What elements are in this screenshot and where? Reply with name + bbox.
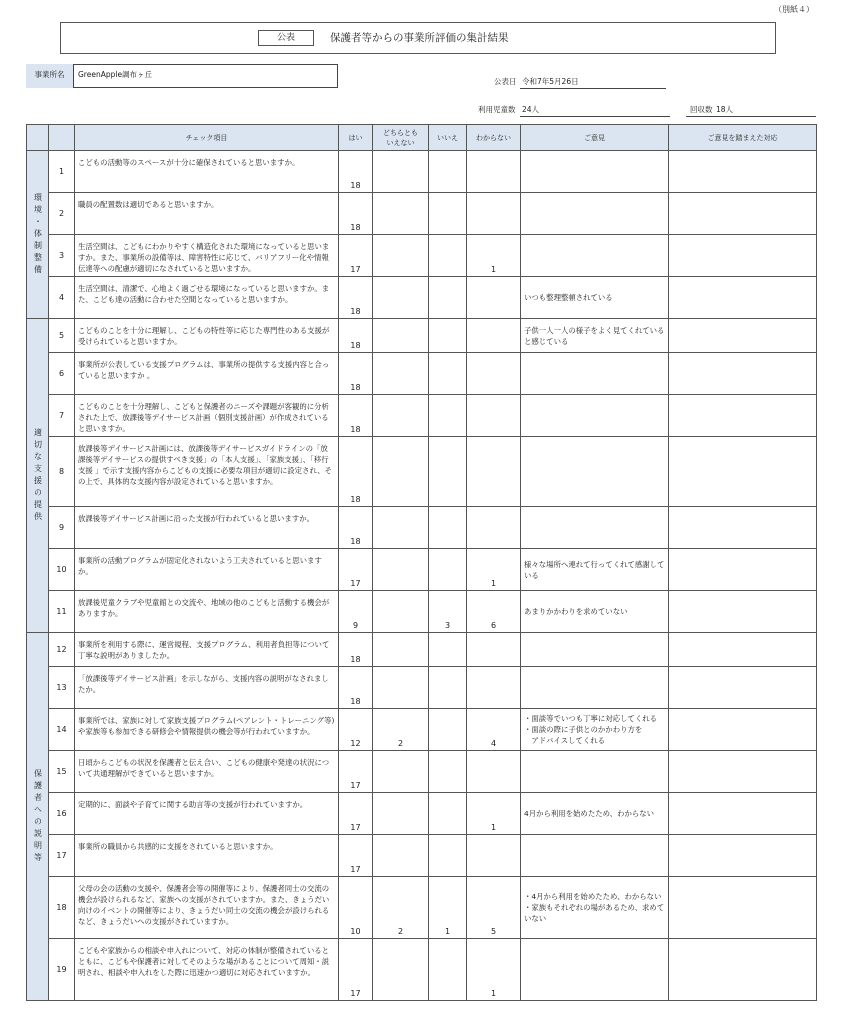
answer-neither bbox=[373, 939, 429, 1001]
table-row bbox=[27, 939, 817, 1001]
answer-yes: 18 bbox=[339, 193, 373, 235]
opinion-text bbox=[521, 395, 669, 437]
row-number: 7 bbox=[49, 395, 75, 437]
header-category bbox=[27, 125, 49, 151]
table-row bbox=[27, 193, 817, 235]
answer-yes: 18 bbox=[339, 507, 373, 549]
answer-unknown: 1 bbox=[467, 939, 521, 1001]
question-text: 事業所では、家族に対して家族支援プログラム(ペアレント・トレーニング等)や家族等も参加できる研修会や情報提供の機会等が行われていますか。 bbox=[75, 709, 339, 751]
answer-yes: 18 bbox=[339, 437, 373, 507]
row-number: 19 bbox=[49, 939, 75, 1001]
opinion-text: 様々な場所へ連れて行ってくれて感謝している bbox=[521, 549, 669, 591]
table-row bbox=[27, 549, 817, 591]
row-number: 16 bbox=[49, 793, 75, 835]
question-text: 事業所の職員から共感的に支援をされていると思いますか。 bbox=[75, 835, 339, 877]
answer-unknown bbox=[467, 835, 521, 877]
row-number: 8 bbox=[49, 437, 75, 507]
table-header-row bbox=[27, 125, 817, 151]
header-unknown: わからない bbox=[467, 125, 521, 151]
row-number: 15 bbox=[49, 751, 75, 793]
opinion-text bbox=[521, 835, 669, 877]
evaluation-table bbox=[26, 124, 817, 1001]
response-text bbox=[669, 591, 817, 633]
answer-yes: 18 bbox=[339, 667, 373, 709]
table-row bbox=[27, 591, 817, 633]
answer-yes: 12 bbox=[339, 709, 373, 751]
answer-unknown bbox=[467, 437, 521, 507]
users-count: 24人 bbox=[522, 105, 540, 114]
row-number: 13 bbox=[49, 667, 75, 709]
opinion-text bbox=[521, 353, 669, 395]
response-text bbox=[669, 939, 817, 1001]
table-row bbox=[27, 319, 817, 353]
opinion-text bbox=[521, 235, 669, 277]
answer-unknown: 1 bbox=[467, 235, 521, 277]
row-number: 14 bbox=[49, 709, 75, 751]
answer-unknown bbox=[467, 667, 521, 709]
response-text bbox=[669, 709, 817, 751]
answer-no bbox=[429, 151, 467, 193]
answer-no: 3 bbox=[429, 591, 467, 633]
opinion-text bbox=[521, 151, 669, 193]
answer-unknown: 1 bbox=[467, 549, 521, 591]
row-number: 5 bbox=[49, 319, 75, 353]
opinion-text bbox=[521, 633, 669, 667]
question-text: 生活空間は、清潔で、心地よく過ごせる環境になっていると思いますか。また、こども達の活動に合わせた空間となっていると思いますか。 bbox=[75, 277, 339, 319]
category-cell: 適切な支援の提供 bbox=[27, 319, 49, 633]
publish-date-label: 公表日 bbox=[494, 77, 517, 86]
table-row bbox=[27, 437, 817, 507]
answer-no bbox=[429, 507, 467, 549]
response-text bbox=[669, 319, 817, 353]
response-text bbox=[669, 235, 817, 277]
answer-no bbox=[429, 353, 467, 395]
table-row bbox=[27, 667, 817, 709]
question-text: 放課後等デイサービス計画には、放課後等デイサービスガイドラインの「放課後等デイサービスの提供すべき支援」の「本人支援」、「家族支援」、「移行支援 」で示す支援内容からこどもの支援に必要な項目が適切に設定され、その上で、具体的な支援内容が設定されていると思いますか。 bbox=[75, 437, 339, 507]
answer-unknown bbox=[467, 507, 521, 549]
response-text bbox=[669, 437, 817, 507]
answer-no bbox=[429, 667, 467, 709]
opinion-text bbox=[521, 667, 669, 709]
answer-neither bbox=[373, 549, 429, 591]
answer-neither bbox=[373, 151, 429, 193]
category-cell: 保護者への説明等 bbox=[27, 633, 49, 1001]
answer-no bbox=[429, 709, 467, 751]
question-text: 父母の会の活動の支援や、保護者会等の開催等により、保護者同士の交流の機会が設けられるなど、家族への支援がされていますか。また、きょうだい向けのイベントの開催等により、きょうだい同士の交流の機会が設けられるなど、きょうだいへの支援がされていますか。 bbox=[75, 877, 339, 939]
answer-unknown: 5 bbox=[467, 877, 521, 939]
header-neither-line1: どちらとも bbox=[383, 128, 418, 137]
question-text: 事業所の活動プログラムが固定化されないよう工夫されていると思いますか。 bbox=[75, 549, 339, 591]
table-row bbox=[27, 709, 817, 751]
table-row bbox=[27, 633, 817, 667]
answer-neither bbox=[373, 751, 429, 793]
table-row bbox=[27, 235, 817, 277]
response-text bbox=[669, 633, 817, 667]
answer-unknown: 4 bbox=[467, 709, 521, 751]
answer-yes: 9 bbox=[339, 591, 373, 633]
answer-neither bbox=[373, 235, 429, 277]
office-name: GreenApple調布ヶ丘 bbox=[78, 70, 153, 79]
question-text: 生活空間は、こどもにわかりやすく構造化された環境になっていると思いますか。また、事業所の設備等は、障害特性に応じて、バリアフリー化や情報伝達等への配慮が適切になされていると思いますか。 bbox=[75, 235, 339, 277]
opinion-text: 子供一人一人の様子をよく見てくれていると感じている bbox=[521, 319, 669, 353]
answer-unknown bbox=[467, 319, 521, 353]
question-text: 放課後等デイサービス計画に沿った支援が行われていると思いますか。 bbox=[75, 507, 339, 549]
response-text bbox=[669, 835, 817, 877]
row-number: 12 bbox=[49, 633, 75, 667]
response-text bbox=[669, 353, 817, 395]
answer-neither bbox=[373, 667, 429, 709]
response-text bbox=[669, 193, 817, 235]
response-text bbox=[669, 793, 817, 835]
table-row bbox=[27, 793, 817, 835]
annex-label: （別紙４） bbox=[774, 5, 814, 14]
answer-neither: 2 bbox=[373, 709, 429, 751]
answer-yes: 17 bbox=[339, 549, 373, 591]
row-number: 3 bbox=[49, 235, 75, 277]
publish-date: 令和7年5月26日 bbox=[522, 77, 579, 86]
response-text bbox=[669, 751, 817, 793]
response-text bbox=[669, 549, 817, 591]
opinion-text: あまりかかわりを求めていない bbox=[521, 591, 669, 633]
opinion-text: 4月から利用を始めたため、わからない bbox=[521, 793, 669, 835]
question-text: 定期的に、面談や子育てに関する助言等の支援が行われていますか。 bbox=[75, 793, 339, 835]
row-number: 4 bbox=[49, 277, 75, 319]
answer-yes: 17 bbox=[339, 939, 373, 1001]
answer-neither bbox=[373, 591, 429, 633]
header-neither-line2: いえない bbox=[386, 138, 415, 147]
answer-unknown bbox=[467, 395, 521, 437]
answer-unknown bbox=[467, 633, 521, 667]
responses-underline bbox=[686, 116, 816, 117]
row-number: 6 bbox=[49, 353, 75, 395]
question-text: 「放課後等デイサービス計画」を示しながら、支援内容の説明がなされましたか。 bbox=[75, 667, 339, 709]
answer-yes: 17 bbox=[339, 835, 373, 877]
answer-unknown bbox=[467, 193, 521, 235]
header-check-item: チェック項目 bbox=[75, 125, 339, 151]
answer-yes: 18 bbox=[339, 277, 373, 319]
opinion-text bbox=[521, 193, 669, 235]
users-count-label: 利用児童数 bbox=[478, 105, 516, 114]
header-opinion: ご意見 bbox=[521, 125, 669, 151]
row-number: 17 bbox=[49, 835, 75, 877]
answer-yes: 18 bbox=[339, 353, 373, 395]
table-row bbox=[27, 835, 817, 877]
opinion-text bbox=[521, 437, 669, 507]
table-row bbox=[27, 277, 817, 319]
row-number: 1 bbox=[49, 151, 75, 193]
answer-neither bbox=[373, 835, 429, 877]
answer-no bbox=[429, 395, 467, 437]
question-text: 事業所を利用する際に、運営規程、支援プログラム、利用者負担等について丁寧な説明がありましたか。 bbox=[75, 633, 339, 667]
row-number: 10 bbox=[49, 549, 75, 591]
answer-no bbox=[429, 193, 467, 235]
responses-label: 回収数 bbox=[690, 105, 713, 114]
header-response: ご意見を踏まえた対応 bbox=[669, 125, 817, 151]
answer-unknown: 6 bbox=[467, 591, 521, 633]
row-number: 18 bbox=[49, 877, 75, 939]
answer-no bbox=[429, 277, 467, 319]
question-text: こどもや家族からの相談や申入れについて、対応の体制が整備されているとともに、こどもや保護者に対してそのような場があることについて周知・説明され、相談や申入れをした際に迅速かつ適切に対応されていますか。 bbox=[75, 939, 339, 1001]
answer-neither bbox=[373, 277, 429, 319]
table-row bbox=[27, 353, 817, 395]
office-label: 事業所名 bbox=[26, 64, 74, 88]
question-text: こどものことを十分理解し、こどもと保護者のニーズや課題が客観的に分析された上で、放課後等デイサービス計画（個別支援計画）が作成されていると思いますか。 bbox=[75, 395, 339, 437]
answer-no: 1 bbox=[429, 877, 467, 939]
responses-count: 18人 bbox=[716, 105, 734, 114]
opinion-text bbox=[521, 507, 669, 549]
answer-no bbox=[429, 793, 467, 835]
answer-no bbox=[429, 835, 467, 877]
answer-unknown bbox=[467, 277, 521, 319]
opinion-text: ・面談等でいつも丁寧に対応してくれる ・面談の際に子供とのかかわり方を アドバイスしてくれる bbox=[521, 709, 669, 751]
answer-unknown bbox=[467, 151, 521, 193]
page-title: 保護者等からの事業所評価の集計結果 bbox=[330, 32, 509, 44]
row-number: 2 bbox=[49, 193, 75, 235]
question-text: 職員の配置数は適切であると思いますか。 bbox=[75, 193, 339, 235]
answer-neither bbox=[373, 319, 429, 353]
header-neither bbox=[373, 125, 429, 151]
header-number bbox=[49, 125, 75, 151]
response-text bbox=[669, 877, 817, 939]
response-text bbox=[669, 667, 817, 709]
table-row bbox=[27, 507, 817, 549]
header-yes: はい bbox=[339, 125, 373, 151]
answer-no bbox=[429, 633, 467, 667]
answer-no bbox=[429, 549, 467, 591]
response-text bbox=[669, 507, 817, 549]
answer-yes: 17 bbox=[339, 751, 373, 793]
opinion-text: いつも整理整頓されている bbox=[521, 277, 669, 319]
public-tag: 公表 bbox=[258, 30, 314, 46]
users-count-underline bbox=[520, 116, 670, 117]
question-text: こどものことを十分に理解し、こどもの特性等に応じた専門性のある支援が受けられていると思いますか。 bbox=[75, 319, 339, 353]
answer-no bbox=[429, 939, 467, 1001]
opinion-text bbox=[521, 939, 669, 1001]
table-row bbox=[27, 151, 817, 193]
answer-unknown: 1 bbox=[467, 793, 521, 835]
answer-neither bbox=[373, 633, 429, 667]
answer-neither bbox=[373, 437, 429, 507]
question-text: こどもの活動等のスペースが十分に確保されていると思いますか。 bbox=[75, 151, 339, 193]
answer-yes: 18 bbox=[339, 633, 373, 667]
response-text bbox=[669, 395, 817, 437]
table-row bbox=[27, 395, 817, 437]
opinion-text bbox=[521, 751, 669, 793]
answer-neither bbox=[373, 193, 429, 235]
answer-unknown bbox=[467, 751, 521, 793]
table-row bbox=[27, 751, 817, 793]
question-text: 日頃からこどもの状況を保護者と伝え合い、こどもの健康や発達の状況について共通理解ができていると思いますか。 bbox=[75, 751, 339, 793]
answer-neither bbox=[373, 395, 429, 437]
response-text bbox=[669, 277, 817, 319]
answer-no bbox=[429, 437, 467, 507]
answer-no bbox=[429, 319, 467, 353]
row-number: 9 bbox=[49, 507, 75, 549]
category-cell: 環境・体制整備 bbox=[27, 151, 49, 319]
answer-yes: 18 bbox=[339, 151, 373, 193]
answer-yes: 10 bbox=[339, 877, 373, 939]
answer-unknown bbox=[467, 353, 521, 395]
question-text: 放課後児童クラブや児童館との交流や、地域の他のこどもと活動する機会がありますか。 bbox=[75, 591, 339, 633]
answer-neither bbox=[373, 507, 429, 549]
answer-yes: 18 bbox=[339, 319, 373, 353]
answer-no bbox=[429, 751, 467, 793]
row-number: 11 bbox=[49, 591, 75, 633]
publish-date-underline bbox=[520, 88, 666, 89]
answer-yes: 17 bbox=[339, 235, 373, 277]
answer-neither bbox=[373, 353, 429, 395]
answer-no bbox=[429, 235, 467, 277]
answer-neither bbox=[373, 793, 429, 835]
answer-yes: 18 bbox=[339, 395, 373, 437]
answer-yes: 17 bbox=[339, 793, 373, 835]
response-text bbox=[669, 151, 817, 193]
table-row bbox=[27, 877, 817, 939]
answer-neither: 2 bbox=[373, 877, 429, 939]
opinion-text: ・4月から利用を始めたため、わからない ・家族もそれぞれの場があるため、求めていない bbox=[521, 877, 669, 939]
header-no: いいえ bbox=[429, 125, 467, 151]
question-text: 事業所が公表している支援プログラムは、事業所の提供する支援内容と合っていると思いますか 。 bbox=[75, 353, 339, 395]
